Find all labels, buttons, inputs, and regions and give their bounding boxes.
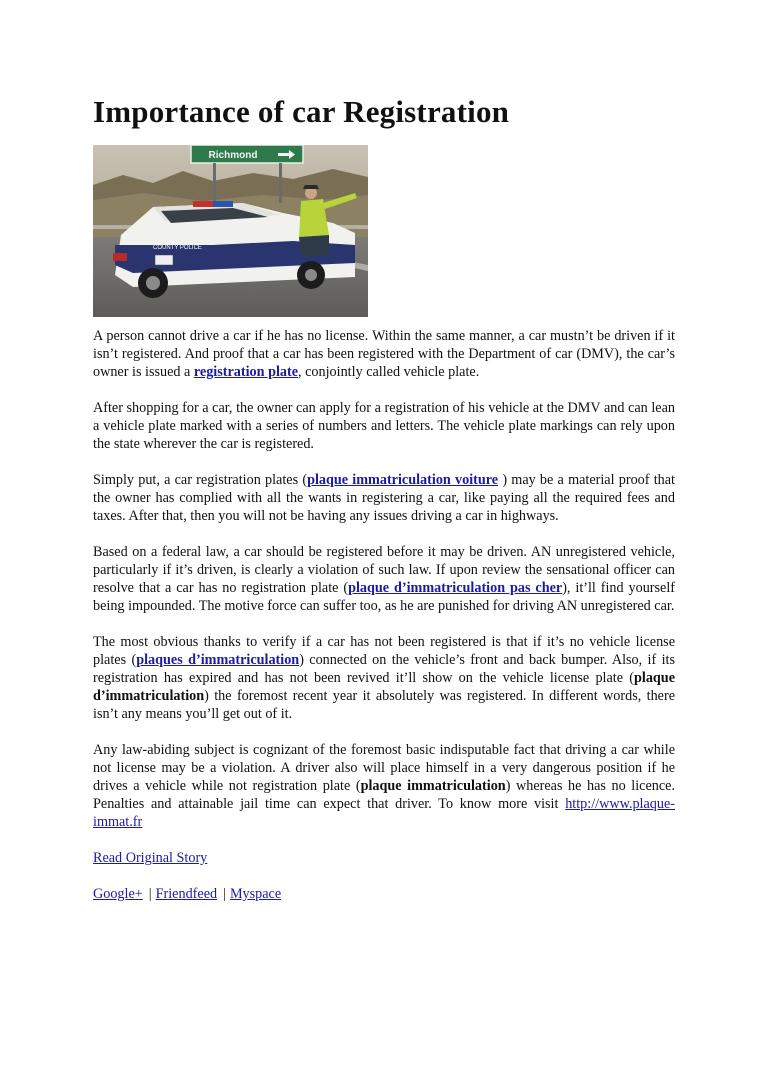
paragraph-5: The most obvious thanks to verify if a car has not been registered is that if it’s no vehicle license plates (plaques d’immatriculation) connected on the vehicle’s front and back bumper. Also, if its registration has expired and has not been revived it’ll show on the vehicle license plate (plaque d’immatriculation) the foremost recent year it absolutely was registered. In different words, there isn’t any means you’ll get out of it. xyxy=(93,634,675,722)
myspace-link[interactable]: Myspace xyxy=(229,886,282,902)
page-title: Importance of car Registration xyxy=(93,94,510,129)
friendfeed-link[interactable]: Friendfeed xyxy=(155,886,218,902)
separator: | xyxy=(223,886,226,902)
google-plus-link[interactable]: Google+ xyxy=(93,886,143,902)
read-original-story-link[interactable]: Read Original Story xyxy=(93,850,208,866)
plaque-immat-url-link[interactable]: http://www.plaque-immat.fr xyxy=(93,796,675,830)
bold-term: plaque d’immatriculation xyxy=(93,670,675,704)
paragraph-1: A person cannot drive a car if he has no license. Within the same manner, a car mustn’t be driven if it isn’t registered. And proof that a car has been registered with the Department of car (DMV), the car’s owner is issued a registration plate, conjointly called vehicle plate. xyxy=(93,328,675,380)
article-body xyxy=(93,327,675,921)
svg-text:COUNTY POLICE: COUNTY POLICE xyxy=(153,245,202,251)
paragraph-3: Simply put, a car registration plates (plaque immatriculation voiture ) may be a material proof that the owner has complied with all the wants in registering a car, like paying all the required fees and taxes. After that, then you will not be having any issues driving a car in highways. xyxy=(93,472,675,524)
paragraph-6: Any law-abiding subject is cognizant of the foremost basic indisputable fact that driving a car while not license may be a violation. A driver also will place himself in a very dangerous position if he drives a vehicle while not registration plate (plaque immatriculation) whereas he has no licence. Penalties and attainable jail time can expect that driver. To know more visit http://www.plaque-immat.fr xyxy=(93,742,676,830)
paragraph-4: Based on a federal law, a car should be registered before it may be driven. AN unregistered vehicle, particularly if it’s driven, is clearly a violation of such law. If upon review the sensational officer can resolve that a car has no registration plate (plaque d’immatriculation pas cher), it’ll find yourself being impounded. The motive force can suffer too, as he are punished for driving AN unregistered car. xyxy=(93,544,676,614)
police-car-photo xyxy=(93,145,368,317)
svg-text:Richmond: Richmond xyxy=(208,150,258,161)
separator: | xyxy=(148,886,152,902)
read-original-paragraph xyxy=(93,849,675,867)
plaques-immatriculation-link[interactable]: plaques d’immatriculation xyxy=(136,652,300,668)
share-links xyxy=(93,885,675,903)
paragraph-2: After shopping for a car, the owner can apply for a registration of his vehicle at the DMV and can lean a vehicle plate marked with a series of numbers and letters. The vehicle plate markings can rely upon the state wherever the car is registered. xyxy=(93,400,675,452)
plaque-pas-cher-link[interactable]: plaque d’immatriculation pas cher xyxy=(348,580,563,596)
bold-term: plaque immatriculation xyxy=(360,778,506,794)
registration-plate-link[interactable]: registration plate xyxy=(193,364,299,380)
plaque-immatriculation-voiture-link[interactable]: plaque immatriculation voiture xyxy=(307,472,499,488)
